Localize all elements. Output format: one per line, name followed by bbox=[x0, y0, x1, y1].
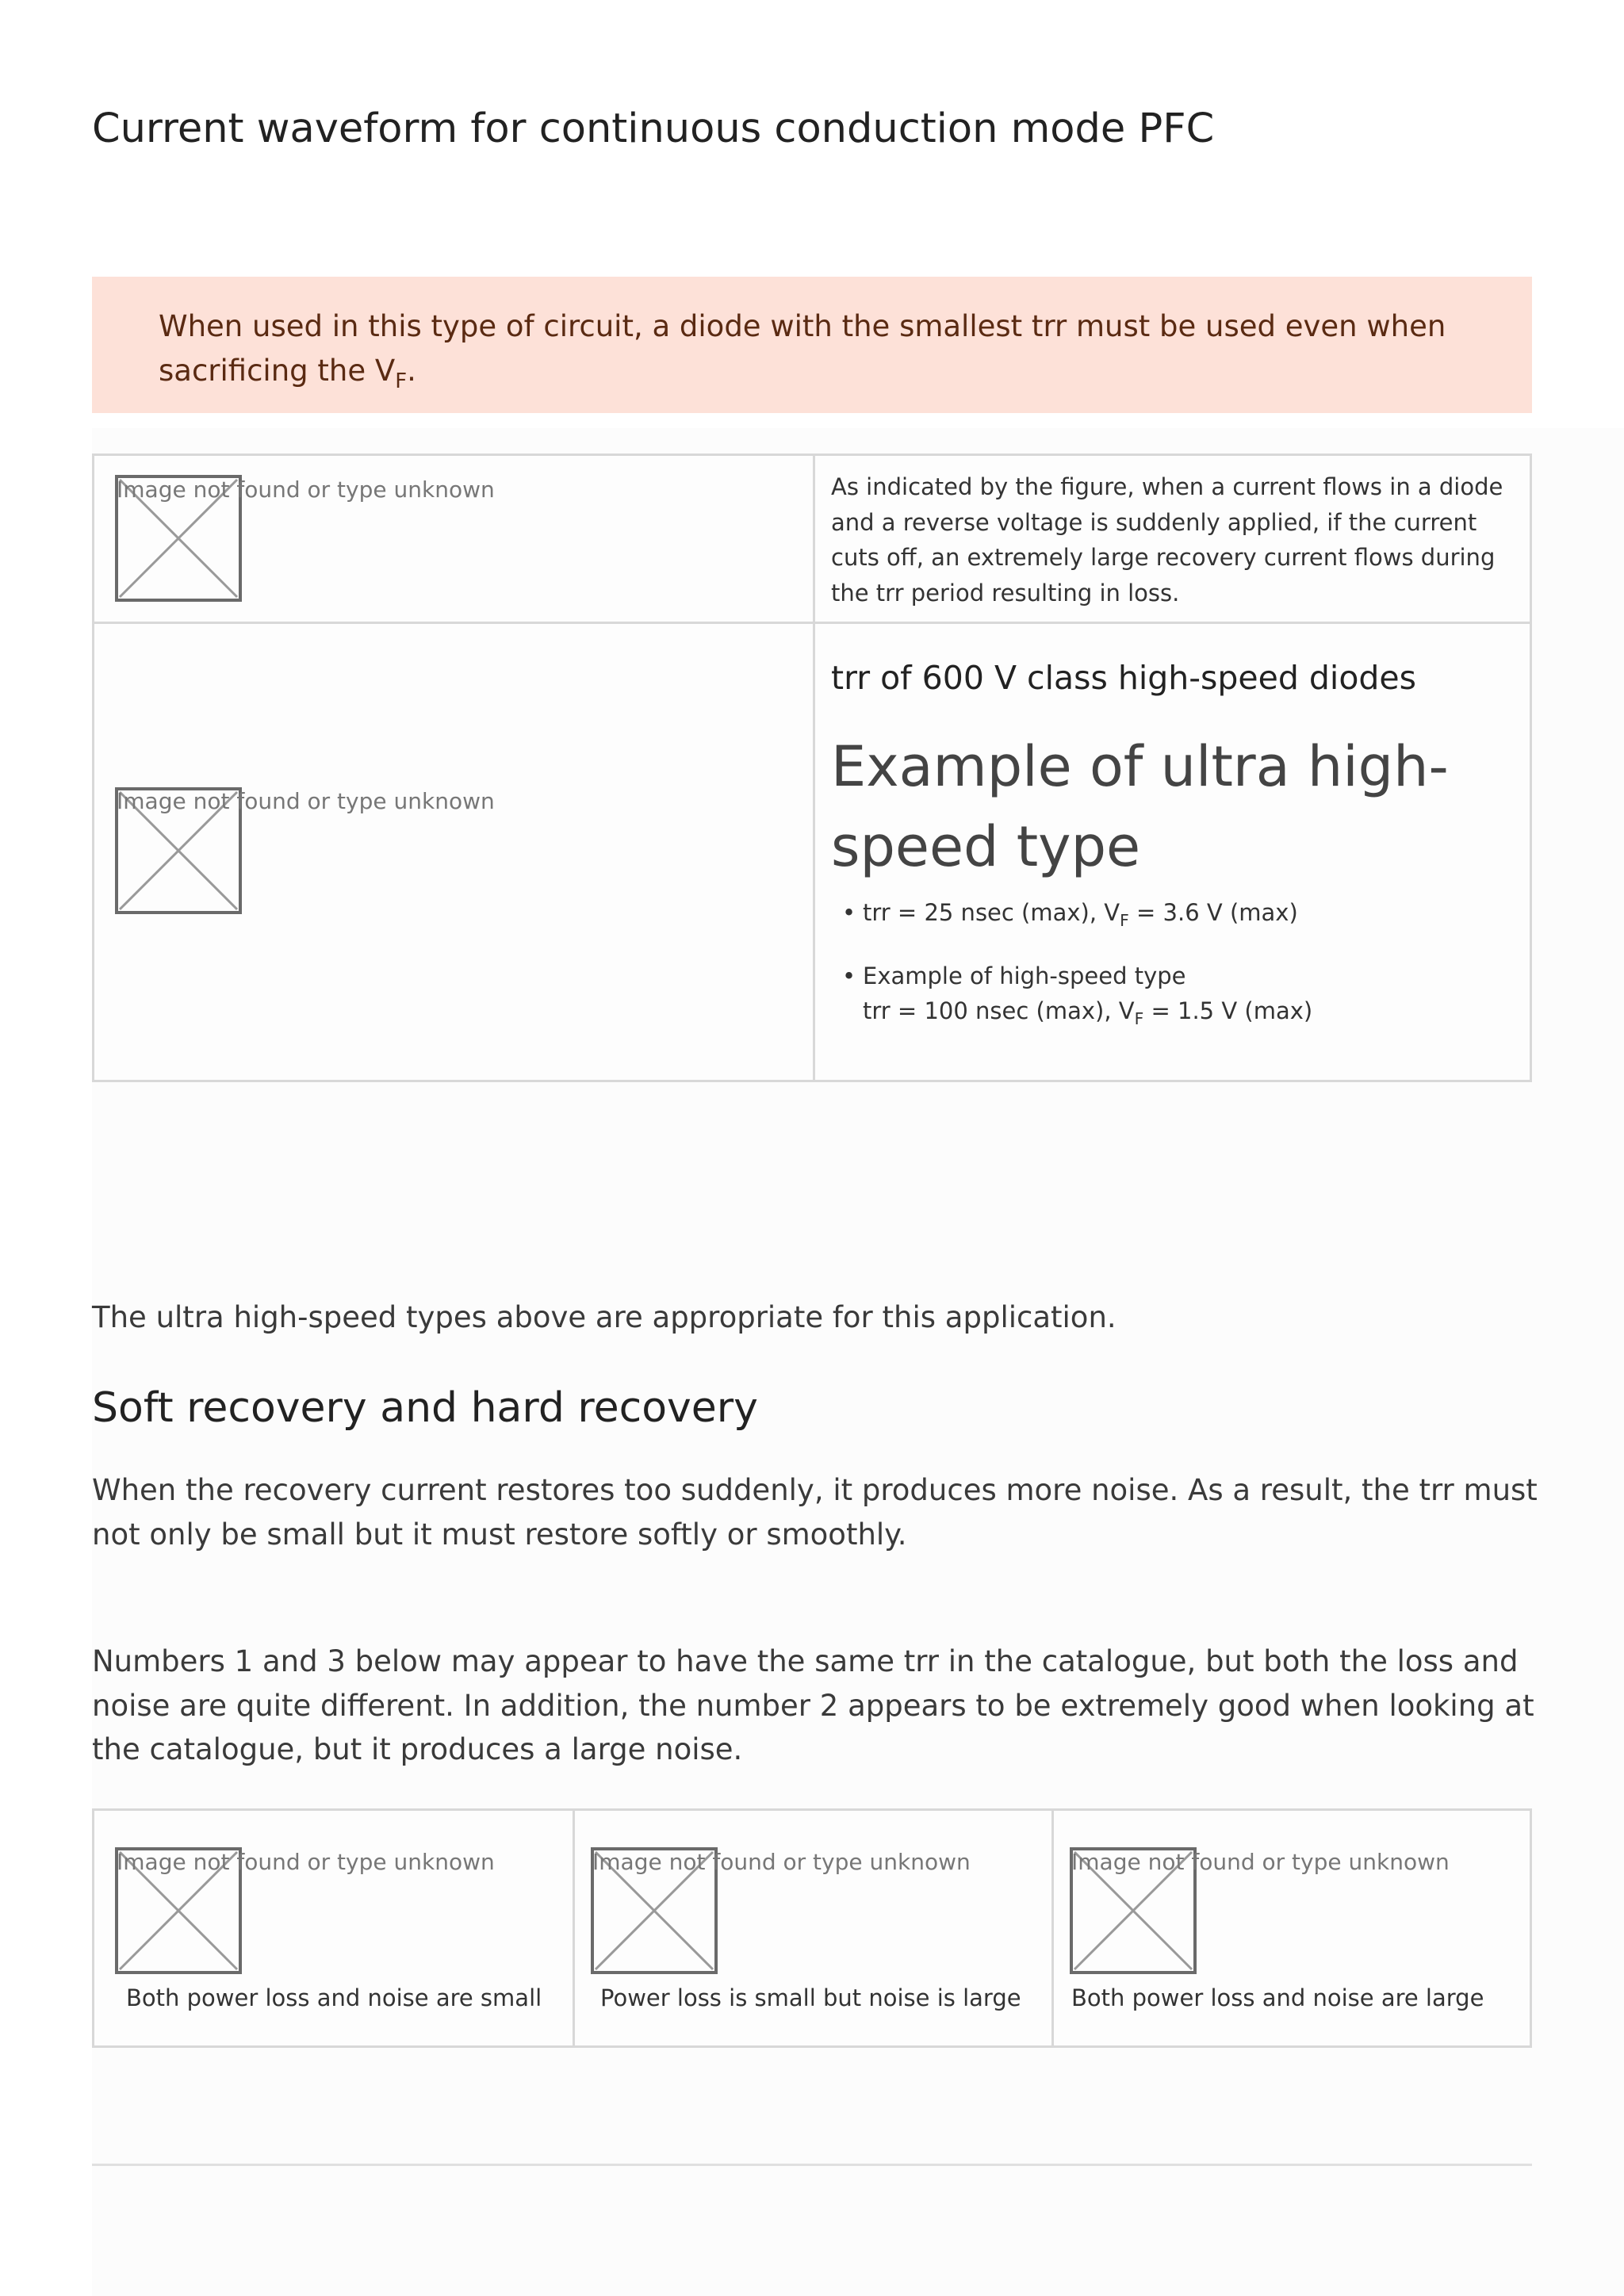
diode-recovery-table bbox=[92, 453, 1532, 1082]
horizontal-divider bbox=[92, 2164, 1532, 2166]
page-title: Current waveform for continuous conduction mode PFC bbox=[92, 105, 1215, 152]
image-error-text: Image not found or type unknown bbox=[592, 1849, 971, 1875]
callout-text: When used in this type of circuit, a diode with the smallest trr must be used even when sacrificing the V bbox=[159, 309, 1446, 388]
comparison-cell-1 bbox=[94, 1811, 573, 2045]
diode-class-subheading: trr of 600 V class high-speed diodes bbox=[831, 659, 1417, 697]
table-cell-description bbox=[815, 456, 1530, 622]
ultra-high-speed-heading: Example of ultra high-speed type bbox=[831, 734, 1449, 879]
list-item: • trr = 25 nsec (max), $V_F = 3.6$ V (max) bbox=[837, 895, 1312, 930]
image-error-text: Image not found or type unknown bbox=[1071, 1849, 1450, 1875]
recovery-paragraph: When the recovery current restores too suddenly, it produces more noise. As a result, the trr must not only be small but it must restore softly or smoothly. bbox=[92, 1473, 1538, 1552]
ultra-high-speed-paragraph: The ultra high-speed types above are appropriate for this application. bbox=[92, 1300, 1116, 1334]
image-error-text: Image not found or type unknown bbox=[117, 1849, 495, 1875]
catalogue-paragraph: Numbers 1 and 3 below may appear to have the same trr in the catalogue, but both the loss and noise are quite different. In addition, the number 2 appears to be extremely good when looking at the catalogue, but it produces a large noise. bbox=[92, 1644, 1534, 1766]
warning-callout bbox=[92, 277, 1532, 413]
comparison-cell-3 bbox=[1054, 1811, 1530, 2045]
section-heading: Soft recovery and hard recovery bbox=[92, 1384, 758, 1432]
callout-subscript: F bbox=[395, 369, 408, 394]
table-cell-figure-2 bbox=[94, 624, 813, 1080]
recovery-comparison-table bbox=[92, 1808, 1532, 2048]
diode-spec-list bbox=[837, 895, 1312, 1028]
table-cell-diode-types bbox=[815, 624, 1530, 1080]
image-error-text: Image not found or type unknown bbox=[117, 788, 495, 814]
comparison-caption: Both power loss and noise are large bbox=[1071, 1984, 1484, 2011]
comparison-caption: Power loss is small but noise is large bbox=[600, 1984, 1021, 2011]
comparison-caption: Both power loss and noise are small bbox=[126, 1984, 542, 2011]
table-cell-figure-1 bbox=[94, 456, 813, 622]
callout-text-end: . bbox=[407, 354, 416, 388]
recovery-description: As indicated by the figure, when a current flows in a diode and a reverse voltage is suddenly applied, if the current cuts off, an extremely large recovery current flows during the trr period resulting in loss. bbox=[831, 473, 1503, 607]
comparison-cell-2 bbox=[575, 1811, 1051, 2045]
image-error-text: Image not found or type unknown bbox=[117, 476, 495, 503]
list-item: • Example of high-speed type trr = 100 nsec (max), $V_F = 1.5$ V (max) bbox=[837, 959, 1312, 1028]
